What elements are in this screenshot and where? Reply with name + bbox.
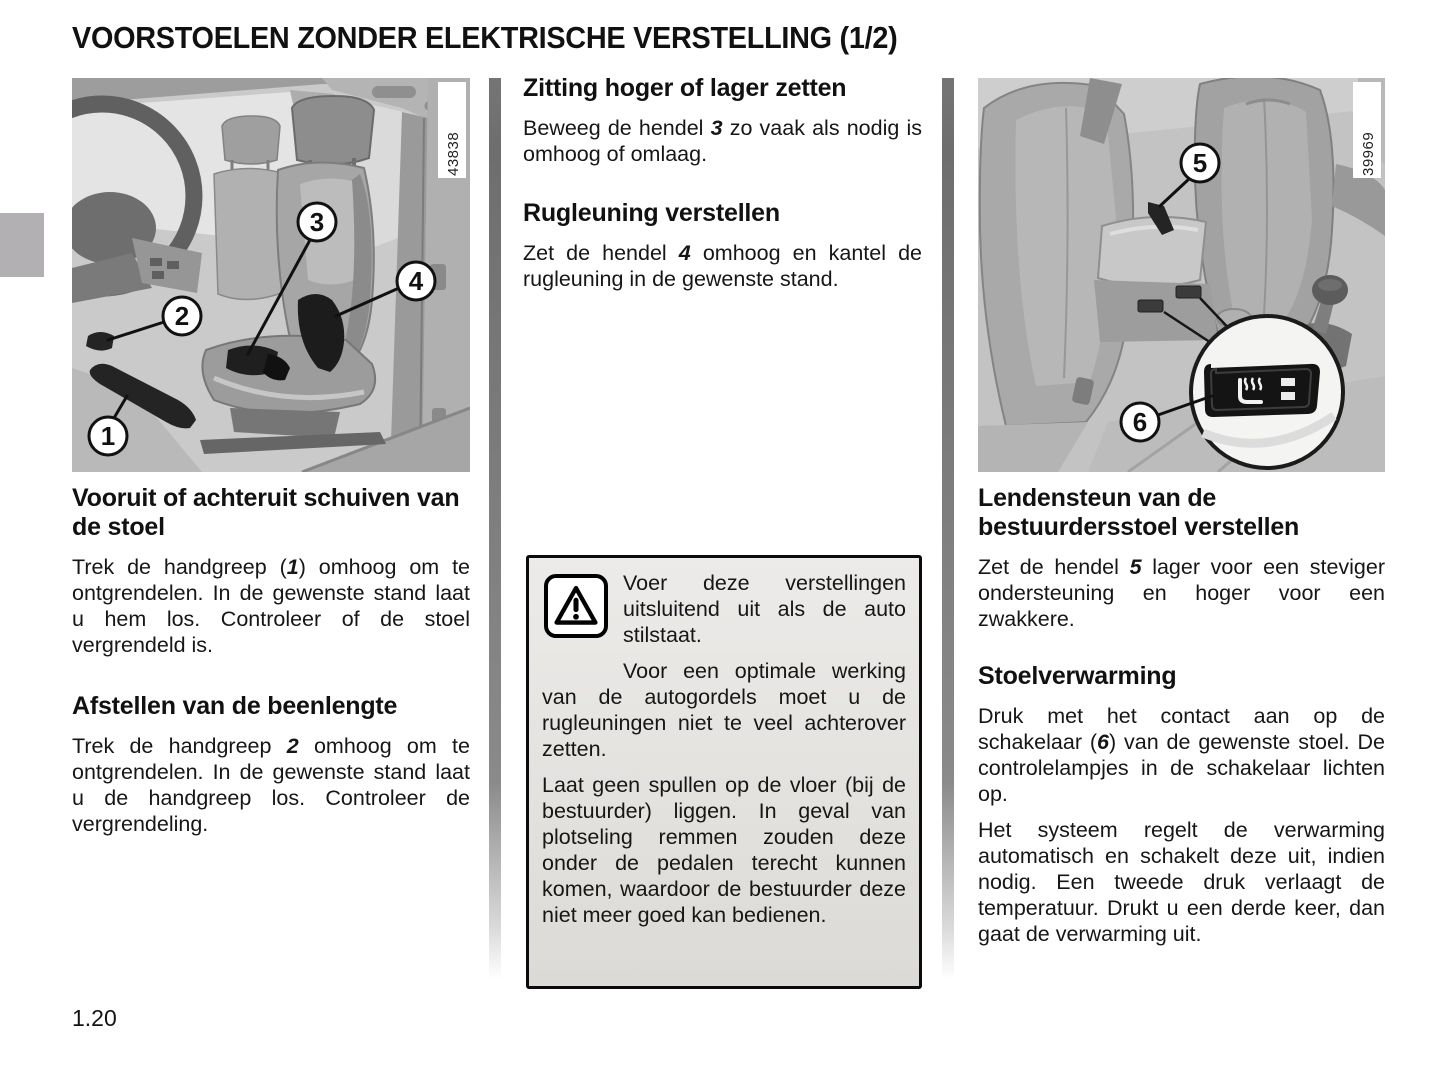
- paragraph: Trek de handgreep (1) omhoog om te ontgrendelen. In de gewenste stand laat u hem los. Controleer of de stoel vergrendeld is.: [72, 555, 470, 657]
- page-title: VOORSTOELEN ZONDER ELEKTRISCHE VERSTELLING (1/2): [72, 20, 898, 55]
- svg-text:4: 4: [408, 266, 424, 296]
- figure-lumbar-heater: [978, 78, 1385, 472]
- paragraph: Het systeem regelt de verwarming automatisch en schakelt deze uit, indien nodig. Een tweede druk verlaagt de temperatuur. Drukt u een derde keer, dan gaat de verwarming uit.: [978, 818, 1385, 946]
- driver-seat-cushion: [202, 336, 375, 413]
- warning-paragraph: Voer deze verstellingen uitsluitend uit als de auto stilstaat.: [623, 571, 906, 647]
- figure-seat-levers: [72, 78, 470, 472]
- heading-lumbar: Lendensteun van de bestuurdersstoel verstellen: [978, 484, 1300, 541]
- paragraph: Druk met het contact aan op de schakelaar (6) van de gewenste stoel. De controlelampjes in de schakelaar lichten op.: [978, 704, 1386, 806]
- svg-text:6: 6: [1132, 407, 1148, 437]
- lumbar-heater-illustration: [978, 78, 1385, 472]
- heading-backrest: Rugleuning verstellen: [523, 199, 780, 227]
- callout-3: [298, 203, 336, 241]
- callout-2: [163, 297, 201, 335]
- callout-6: [1121, 403, 1159, 441]
- warning-box: [526, 555, 922, 989]
- paragraph: Zet de hendel 4 omhoog en kantel de rugleuning in de gewenste stand.: [523, 241, 922, 291]
- svg-text:3: 3: [309, 207, 325, 237]
- heading-seat-heating: Stoelverwarming: [978, 662, 1177, 690]
- figure-id-label: 39969: [1360, 131, 1377, 176]
- column-divider-right: [942, 78, 954, 980]
- column-left: [72, 484, 470, 847]
- heater-switch-passenger: [1176, 286, 1201, 298]
- column-right: [978, 484, 1385, 957]
- svg-text:5: 5: [1192, 148, 1208, 178]
- svg-text:2: 2: [174, 301, 190, 331]
- column-divider-left: [489, 78, 501, 980]
- column-middle: [523, 74, 922, 302]
- section-tab: [0, 213, 44, 277]
- warning-paragraph: Laat geen spullen op de vloer (bij de bestuurder) liggen. In geval van plotseling remmen zouden deze onder de pedalen terecht kunnen komen, waardoor de bestuurder deze niet meer goed kan bedienen.: [542, 773, 906, 927]
- svg-text:1: 1: [100, 421, 116, 451]
- paragraph: Beweeg de hendel 3 zo vaak als nodig is omhoog of omlaag.: [523, 116, 922, 166]
- heading-seat-height: Zitting hoger of lager zetten: [523, 74, 847, 102]
- warning-triangle-icon: [544, 574, 608, 638]
- heading-leg-length: Afstellen van de beenlengte: [72, 692, 398, 720]
- callout-1: [89, 417, 127, 455]
- callout-4: [397, 262, 435, 300]
- callout-5: [1181, 144, 1219, 182]
- page-number: 1.20: [72, 1005, 117, 1031]
- heated-seat-switch: [1204, 364, 1320, 417]
- heater-switch-driver: [1138, 300, 1163, 312]
- heading-slide-seat: Vooruit of achteruit schuiven van de stoel: [72, 484, 460, 541]
- seat-levers-illustration: [72, 78, 470, 472]
- paragraph: Trek de handgreep 2 omhoog om te ontgrendelen. In de gewenste stand laat u de handgreep los. Controleer de vergrendeling.: [72, 734, 470, 836]
- figure-id-label: 43838: [445, 131, 462, 176]
- lever-2-leg-length-handle: [86, 332, 114, 351]
- paragraph: Zet de hendel 5 lager voor een steviger ondersteuning en hoger voor een zwakkere.: [978, 555, 1385, 631]
- warning-paragraph: Voor een optimale werking van de autogordels moet u de rugleuningen niet te veel achterover zetten.: [542, 659, 906, 761]
